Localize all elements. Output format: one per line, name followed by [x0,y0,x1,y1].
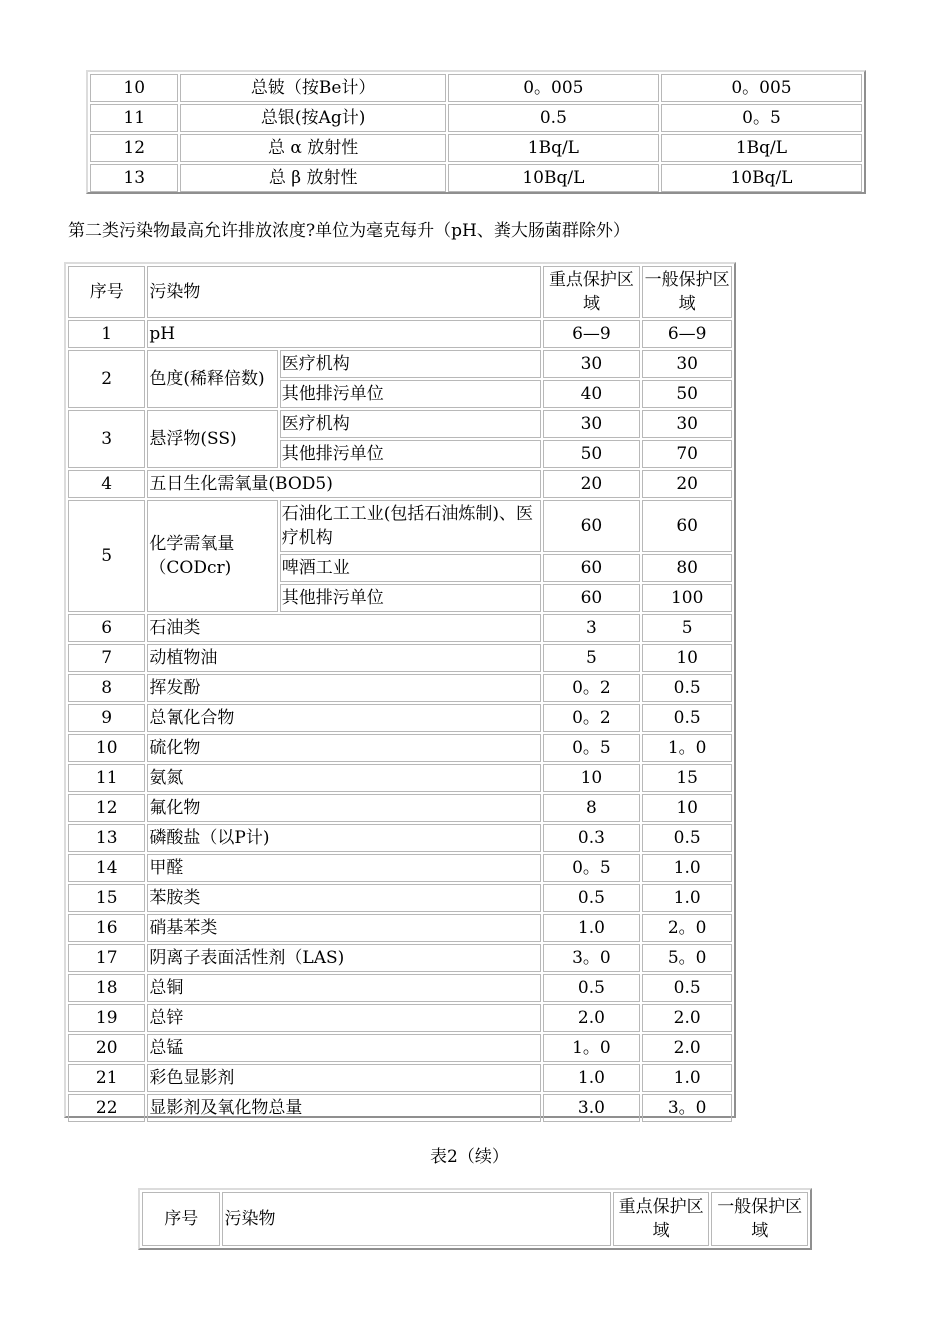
table-row [68,1094,732,1122]
cell-pollutant: 硫化物 [147,734,540,762]
cell-pollutant: 总铍（按Be计） [180,74,445,102]
cell-sub-category: 啤酒工业 [280,554,541,582]
cell-no: 15 [68,884,145,912]
cell-general-value: 0。5 [661,104,862,132]
table-row [68,674,732,702]
cell-no: 13 [68,824,145,852]
cell-pollutant: 显影剂及氧化物总量 [147,1094,540,1122]
cell-no: 10 [68,734,145,762]
cell-key-value: 30 [543,410,641,438]
table-row [68,734,732,762]
cell-key-value: 6—9 [543,320,641,348]
table-row [68,944,732,972]
cell-key-value: 3.0 [543,1094,641,1122]
cell-key-value: 20 [543,470,641,498]
cell-pollutant: 总锌 [147,1004,540,1032]
table-caption: 第二类污染物最高允许排放浓度?单位为毫克每升（pH、粪大肠菌群除外） [68,221,630,241]
cell-key-value: 2.0 [543,1004,641,1032]
header-no: 序号 [68,266,145,318]
header-general-area: 一般保护区域 [642,266,732,318]
cell-no: 19 [68,1004,145,1032]
cell-key-value: 60 [543,500,641,552]
table-header-row [68,266,732,318]
table-row [68,410,732,438]
cell-no: 22 [68,1094,145,1122]
table-row [90,134,862,162]
table-row [68,854,732,882]
table-row [68,500,732,552]
cell-general-value: 5 [642,614,732,642]
table-caption-continued: 表2（续） [430,1147,509,1167]
cell-general-value: 1Bq/L [661,134,862,162]
table-row [68,914,732,942]
cell-key-value: 30 [543,350,641,378]
cell-no: 9 [68,704,145,732]
table-main [66,264,734,1124]
cell-key-value: 50 [543,440,641,468]
cell-no: 20 [68,1034,145,1062]
cell-key-value: 0.3 [543,824,641,852]
cell-key-value: 5 [543,644,641,672]
table-row [68,350,732,378]
cell-pollutant: 动植物油 [147,644,540,672]
cell-general-value: 2.0 [642,1034,732,1062]
cell-general-value: 1.0 [642,854,732,882]
cell-no: 14 [68,854,145,882]
cell-pollutant: 总 β 放射性 [180,164,445,192]
table-row [68,764,732,792]
cell-no: 11 [90,104,178,132]
cell-no: 6 [68,614,145,642]
cell-general-value: 3。0 [642,1094,732,1122]
cell-sub-category: 医疗机构 [280,350,541,378]
cell-key-value: 0。2 [543,704,641,732]
table-row [90,104,862,132]
cell-general-value: 30 [642,350,732,378]
cell-key-value: 1Bq/L [448,134,659,162]
cell-key-value: 0。2 [543,674,641,702]
cell-general-value: 1。0 [642,734,732,762]
header-no: 序号 [142,1192,220,1246]
cell-key-value: 1.0 [543,1064,641,1092]
header-pollutant: 污染物 [147,266,540,318]
cell-no: 10 [90,74,178,102]
header-general-area: 一般保护区域 [711,1192,808,1246]
table-row [68,1064,732,1092]
cell-pollutant: 石油类 [147,614,540,642]
header-key-area: 重点保护区域 [613,1192,710,1246]
cell-pollutant: 挥发酚 [147,674,540,702]
cell-key-value: 1.0 [543,914,641,942]
cell-key-value: 0。005 [448,74,659,102]
cell-key-value: 0.5 [448,104,659,132]
cell-pollutant: 苯胺类 [147,884,540,912]
cell-key-value: 60 [543,554,641,582]
table-continued [140,1190,810,1248]
table-main-simple-rows [68,614,732,1122]
table-header-row [142,1192,808,1246]
cell-no: 2 [68,350,145,408]
cell-no: 13 [90,164,178,192]
cell-key-value: 3 [543,614,641,642]
cell-no: 3 [68,410,145,468]
table-row [90,74,862,102]
cell-no: 12 [68,794,145,822]
table-row [68,320,732,348]
cell-pollutant: 总银(按Ag计) [180,104,445,132]
cell-general-value: 50 [642,380,732,408]
table-row [90,164,862,192]
cell-key-value: 60 [543,584,641,612]
cell-pollutant: 总氰化合物 [147,704,540,732]
cell-key-value: 40 [543,380,641,408]
cell-general-value: 0.5 [642,974,732,1002]
cell-pollutant: 氨氮 [147,764,540,792]
table-row [68,1034,732,1062]
table-top-body [90,74,862,192]
table-row [68,614,732,642]
header-pollutant: 污染物 [222,1192,610,1246]
cell-general-value: 0.5 [642,824,732,852]
cell-general-value: 2.0 [642,1004,732,1032]
table-row [68,704,732,732]
table-row [68,470,732,498]
cell-general-value: 20 [642,470,732,498]
cell-no: 12 [90,134,178,162]
table-top [88,72,864,194]
cell-pollutant: 氟化物 [147,794,540,822]
cell-no: 17 [68,944,145,972]
cell-no: 5 [68,500,145,612]
cell-pollutant: 甲醛 [147,854,540,882]
cell-pollutant: 彩色显影剂 [147,1064,540,1092]
cell-general-value: 6—9 [642,320,732,348]
cell-key-value: 0.5 [543,974,641,1002]
cell-key-value: 3。0 [543,944,641,972]
cell-sub-category: 石油化工工业(包括石油炼制)、医疗机构 [280,500,541,552]
cell-pollutant: 磷酸盐（以P计) [147,824,540,852]
cell-no: 1 [68,320,145,348]
cell-pollutant: pH [147,320,540,348]
cell-key-value: 0。5 [543,854,641,882]
cell-sub-category: 其他排污单位 [280,584,541,612]
cell-no: 21 [68,1064,145,1092]
table-row [68,884,732,912]
cell-general-value: 15 [642,764,732,792]
cell-pollutant: 化学需氧量（CODcr) [147,500,277,612]
cell-no: 18 [68,974,145,1002]
cell-general-value: 70 [642,440,732,468]
cell-general-value: 10 [642,644,732,672]
cell-general-value: 2。0 [642,914,732,942]
cell-pollutant: 总 α 放射性 [180,134,445,162]
cell-general-value: 0.5 [642,704,732,732]
cell-key-value: 10 [543,764,641,792]
cell-key-value: 10Bq/L [448,164,659,192]
cell-general-value: 0。005 [661,74,862,102]
cell-no: 11 [68,764,145,792]
cell-general-value: 1.0 [642,1064,732,1092]
cell-key-value: 0。5 [543,734,641,762]
cell-general-value: 100 [642,584,732,612]
cell-general-value: 60 [642,500,732,552]
cell-general-value: 0.5 [642,674,732,702]
table-row [68,974,732,1002]
cell-no: 7 [68,644,145,672]
cell-key-value: 1。0 [543,1034,641,1062]
table-row [68,794,732,822]
cell-general-value: 10Bq/L [661,164,862,192]
cell-no: 16 [68,914,145,942]
cell-general-value: 30 [642,410,732,438]
cell-pollutant: 色度(稀释倍数) [147,350,277,408]
table-row [68,824,732,852]
cell-sub-category: 其他排污单位 [280,380,541,408]
cell-pollutant: 硝基苯类 [147,914,540,942]
cell-general-value: 1.0 [642,884,732,912]
cell-key-value: 0.5 [543,884,641,912]
table-row [68,1004,732,1032]
cell-sub-category: 其他排污单位 [280,440,541,468]
table-row [68,644,732,672]
header-key-area: 重点保护区域 [543,266,641,318]
cell-general-value: 10 [642,794,732,822]
cell-general-value: 80 [642,554,732,582]
cell-pollutant: 五日生化需氧量(BOD5) [147,470,540,498]
cell-general-value: 5。0 [642,944,732,972]
cell-pollutant: 阴离子表面活性剂（LAS) [147,944,540,972]
cell-pollutant: 总铜 [147,974,540,1002]
cell-pollutant: 总锰 [147,1034,540,1062]
cell-no: 4 [68,470,145,498]
cell-key-value: 8 [543,794,641,822]
cell-sub-category: 医疗机构 [280,410,541,438]
cell-pollutant: 悬浮物(SS) [147,410,277,468]
cell-no: 8 [68,674,145,702]
